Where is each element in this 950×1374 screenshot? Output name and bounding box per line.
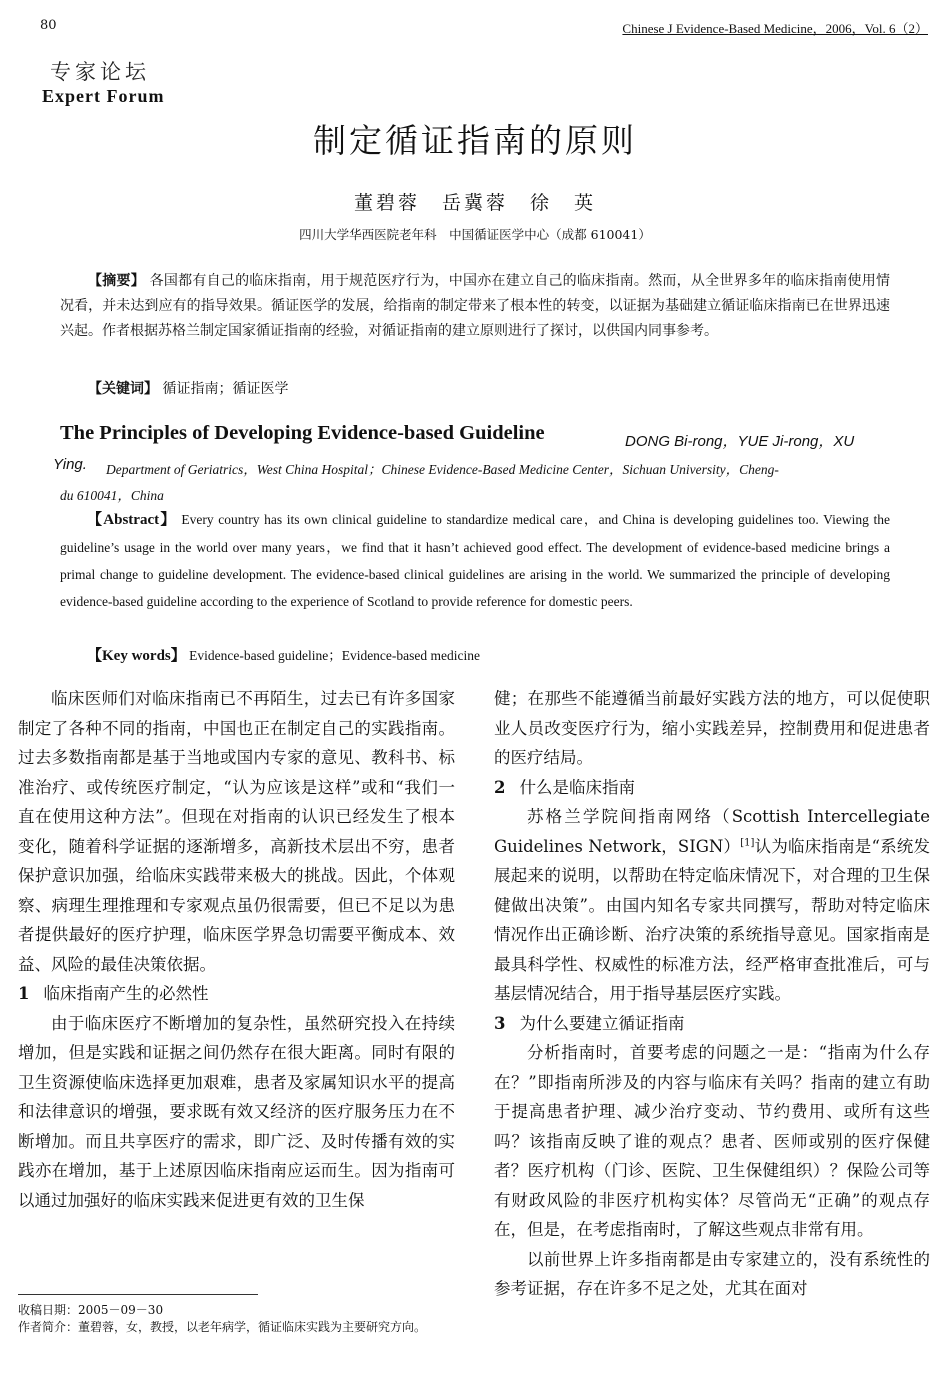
affiliation: 四川大学华西医院老年科 中国循证医学中心（成都 610041） bbox=[299, 227, 651, 242]
column-name-en: Expert Forum bbox=[42, 86, 165, 106]
reference-marker[interactable]: [1] bbox=[740, 837, 755, 848]
author-bio: 作者简介：董碧蓉，女，教授，以老年病学，循证临床实践为主要研究方向。 bbox=[18, 1320, 427, 1334]
body-paragraph: 以前世界上许多指南都是由专家建立的，没有系统性的参考证据，存在许多不足之处，尤其在面对 bbox=[494, 1249, 930, 1298]
body-text: 认为临床指南是“系统发展起来的说明，以帮助在特定临床情况下，对合理的卫生保健做出决策”。由国内知名专家共同撰写，帮助对特定临床情况作出正确诊断、治疗决策的系统指导意见。国家指南是最具科学性、权威性的标准方法，经严格审查批准后，可与基层情况结合，用于指导基层医疗实践。 bbox=[494, 836, 930, 1003]
keywords-en bbox=[60, 642, 890, 670]
body-paragraph: 分析指南时，首要考虑的问题之一是：“指南为什么存在？”即指南所涉及的内容与临床有关吗？指南的建立有助于提高患者护理、减少治疗变动、节约费用、或所有这些吗？该指南反映了谁的观点？患者、医师或别的医疗保健者？医疗机构（门诊、医院、卫生保健组织）？保险公司等有财政风险的非医疗机构实体？尽管尚无“正确”的观点存在，但是，在考虑指南时，了解这些观点非常有用。 bbox=[494, 1043, 930, 1239]
page-number: 80 bbox=[40, 18, 57, 33]
section-heading-3 bbox=[494, 1009, 930, 1039]
footnote bbox=[18, 1302, 455, 1336]
body-paragraph: 健；在那些不能遵循当前最好实践方法的地方，可以促使职业人员改变医疗行为，缩小实践差异，控制费用和促进患者的医疗结局。 bbox=[494, 689, 930, 767]
body-text: 苏格兰学院间指南网络（Scottish Intercellegiate Guidelines Network，SIGN） bbox=[494, 807, 930, 856]
abstract-cn bbox=[60, 269, 890, 344]
abstract-cn-text: 各国都有自己的临床指南，用于规范医疗行为，中国亦在建立自己的临床指南。然而，从全世界多年的临床指南使用情况看，并未达到应有的指导效果。循证医学的发展，给指南的制定带来了根本性的转变，以证据为基础建立循证临床指南已在世界迅速兴起。作者根据苏格兰制定国家循证指南的经验，对循证指南的建立原则进行了探讨，以供国内同事参考。 bbox=[60, 273, 891, 339]
column-name-cn: 专家论坛 bbox=[50, 60, 150, 84]
body-paragraph: 由于临床医疗不断增加的复杂性，虽然研究投入在持续增加，但是实践和证据之间仍然存在很大距离。同时有限的卫生资源使临床选择更加艰难，患者及家属知识水平的提高和法律意识的增强，要求既有效又经济的医疗服务压力在不断增加。而且共享医疗的需求，即广泛、及时传播有效的实践亦在增加，基于上述原因临床指南应运而生。因为指南可以通过加强好的临床实践来促进更有效的卫生保 bbox=[18, 1013, 455, 1210]
received-date: 收稿日期：2005－09－30 bbox=[18, 1303, 164, 1317]
body-left-column bbox=[18, 684, 455, 1215]
english-title: The Principles of Developing Evidence-based Guideline bbox=[60, 422, 545, 444]
english-department: Department of Geriatrics，West China Hospital；Chinese Evidence-Based Medicine Center，Sichuan University，Cheng- bbox=[106, 462, 779, 477]
english-authors: DONG Bi-rong，YUE Ji-rong，XU bbox=[625, 433, 855, 450]
abstract-en bbox=[60, 506, 890, 615]
keywords-cn-text: 循证指南；循证医学 bbox=[162, 381, 289, 397]
section-title: 临床指南产生的必然性 bbox=[43, 984, 209, 1003]
section-number: 1 bbox=[18, 984, 30, 1003]
section-heading-2 bbox=[494, 773, 930, 803]
body-paragraph bbox=[494, 802, 930, 1009]
footnote-divider bbox=[18, 1294, 258, 1295]
english-authors-cont: Ying. bbox=[53, 456, 87, 473]
section-title: 为什么要建立循证指南 bbox=[519, 1013, 685, 1033]
article-title: 制定循证指南的原则 bbox=[313, 121, 637, 160]
abstract-en-label: 【Abstract】 bbox=[87, 512, 177, 528]
abstract-en-text: Every country has its own clinical guideline to standardize medical care，and China is developing guidelines too. Viewing the guideline’s usage in the world over many years，we find that it hasn’t achieved good effect. The development of evidence-based medicine brings a primal change to guideline development. The evidence-based clinical guidelines are arising in the world. We summarized the principle of developing evidence-based guideline according to the experience of Scotland to provide reference for domestic peers. bbox=[60, 512, 890, 609]
section-number: 2 bbox=[494, 777, 506, 797]
section-number: 3 bbox=[494, 1013, 506, 1033]
abstract-cn-label: 【摘要】 bbox=[88, 273, 145, 289]
authors: 董碧蓉 岳冀蓉 徐 英 bbox=[353, 192, 596, 214]
section-heading-1 bbox=[18, 979, 455, 1009]
journal-citation: Chinese J Evidence-Based Medicine，2006，Vol. 6（2） bbox=[622, 21, 928, 36]
keywords-cn bbox=[60, 377, 890, 402]
keywords-cn-label: 【关键词】 bbox=[88, 381, 158, 397]
keywords-en-label: 【Key words】 bbox=[87, 648, 186, 664]
body-paragraph: 临床医师们对临床指南已不再陌生，过去已有许多国家制定了各种不同的指南，中国也正在制定自己的实践指南。过去多数指南都是基于当地或国内专家的意见、教科书、标准治疗、或传统医疗制定，“认为应该是这样”或和“我们一直在使用这种方法”。但现在对指南的认识已经发生了根本变化，随着科学证据的逐渐增多，高新技术层出不穷，患者保护意识加强，给临床实践带来极大的挑战。因此，个体观察、病理生理推理和专家观点虽仍很需要，但已不足以为患者提供最好的医疗护理，临床医学界急切需要平衡成本、效益、风险的最佳决策依据。 bbox=[18, 689, 455, 974]
english-department-cont: du 610041，China bbox=[60, 488, 164, 503]
keywords-en-text: Evidence-based guideline；Evidence-based medicine bbox=[189, 648, 481, 663]
body-right-column bbox=[494, 684, 930, 1304]
section-title: 什么是临床指南 bbox=[519, 777, 635, 797]
